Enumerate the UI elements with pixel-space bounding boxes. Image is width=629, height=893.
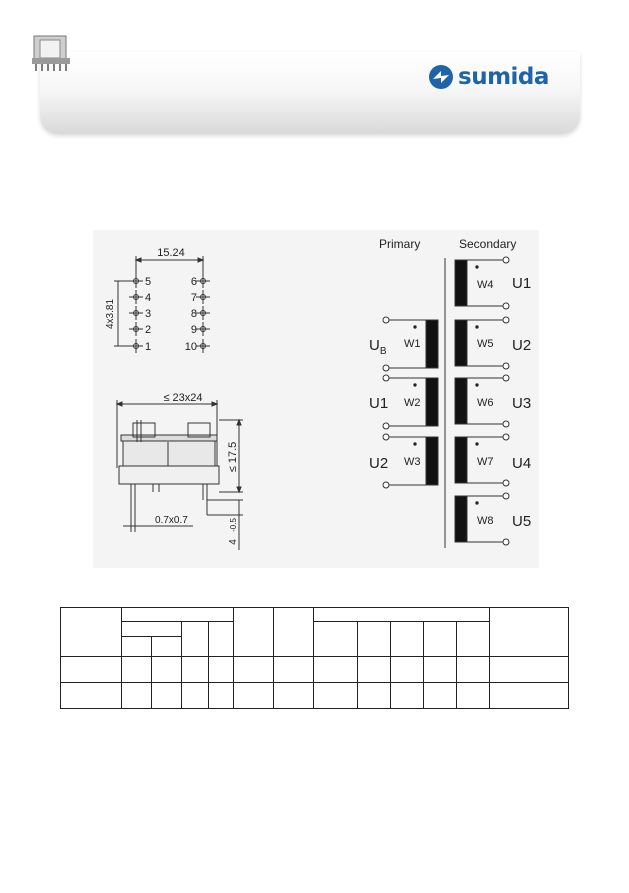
pitch-dimension: 15.24	[157, 247, 185, 259]
logo-text: sumida	[458, 64, 549, 90]
table-cell	[490, 657, 569, 683]
voltage-label: U1	[369, 395, 389, 412]
sumida-logo-icon	[428, 64, 454, 90]
pin-footprint	[114, 256, 210, 353]
side-view	[117, 400, 243, 550]
table-cell	[234, 608, 274, 657]
table-cell	[358, 622, 391, 657]
table-cell	[424, 657, 457, 683]
table-row	[61, 657, 569, 683]
winding-label: W1	[404, 338, 421, 350]
pin-label: 9	[190, 324, 197, 336]
winding-label: W7	[477, 456, 494, 468]
table-cell	[457, 683, 490, 709]
table-cell	[314, 622, 358, 657]
table-cell	[209, 657, 234, 683]
table-cell	[61, 683, 122, 709]
winding-label: W6	[477, 397, 494, 409]
table-cell	[424, 622, 457, 657]
table-cell	[274, 608, 314, 657]
table-cell	[152, 683, 182, 709]
technical-drawing	[93, 230, 539, 568]
pin-label: 2	[145, 324, 152, 336]
pin-label: 1	[145, 341, 152, 353]
voltage-label: $U_B$	[369, 337, 387, 357]
table-cell	[274, 657, 314, 683]
voltage-label: U1	[512, 275, 532, 292]
table-cell	[182, 622, 209, 657]
primary-label: Primary	[379, 237, 421, 251]
table-cell	[358, 657, 391, 683]
table-cell	[358, 683, 391, 709]
table-row	[61, 608, 569, 622]
winding-label: W4	[477, 279, 494, 291]
spec-table	[60, 607, 569, 709]
table-cell	[274, 683, 314, 709]
table-cell	[391, 683, 424, 709]
height-dimension: ≤ 17.5	[227, 441, 239, 473]
body-dimension: ≤ 23x24	[163, 392, 203, 404]
voltage-label: U4	[512, 455, 532, 472]
table-cell	[490, 683, 569, 709]
pin-label: 10	[184, 341, 197, 353]
table-cell	[122, 608, 234, 622]
winding-label: W5	[477, 338, 494, 350]
table-cell	[122, 622, 182, 637]
table-cell	[122, 683, 152, 709]
table-row	[61, 683, 569, 709]
lead-tolerance: -0.5	[229, 518, 238, 532]
table-cell	[61, 608, 122, 657]
voltage-label: U3	[512, 395, 532, 412]
winding-label: W3	[404, 456, 421, 468]
winding-label: W2	[404, 397, 421, 409]
table-cell	[457, 622, 490, 657]
table-cell	[209, 622, 234, 657]
table-cell	[182, 683, 209, 709]
table-cell	[182, 657, 209, 683]
table-cell	[234, 683, 274, 709]
row-dimension: 4x3.81	[105, 298, 116, 330]
table-cell	[490, 608, 569, 657]
sumida-logo	[428, 62, 549, 92]
pin-dimension: 0.7x0.7	[155, 515, 188, 526]
winding-label: W8	[477, 515, 494, 527]
voltage-label: U2	[369, 455, 389, 472]
table-cell	[314, 608, 490, 622]
table-cell	[61, 657, 122, 683]
table-cell	[152, 657, 182, 683]
pin-label: 6	[190, 276, 197, 288]
table-cell	[424, 683, 457, 709]
pin-label: 7	[190, 292, 197, 304]
table-cell	[122, 657, 152, 683]
table-cell	[314, 657, 358, 683]
table-cell	[391, 657, 424, 683]
table-cell	[314, 683, 358, 709]
voltage-label: U5	[512, 513, 532, 530]
table-cell	[209, 683, 234, 709]
table-cell	[152, 637, 182, 657]
pin-label: 3	[145, 308, 152, 320]
secondary-label: Secondary	[459, 237, 517, 251]
pin-label: 4	[145, 292, 152, 304]
voltage-label: U2	[512, 337, 532, 354]
table-cell	[457, 657, 490, 683]
transformer-photo-icon	[28, 28, 74, 74]
pin-label: 8	[190, 308, 197, 320]
table-cell	[122, 637, 152, 657]
pin-label: 5	[145, 276, 152, 288]
table-cell	[391, 622, 424, 657]
table-cell	[234, 657, 274, 683]
lead-dimension: 4	[228, 539, 239, 545]
